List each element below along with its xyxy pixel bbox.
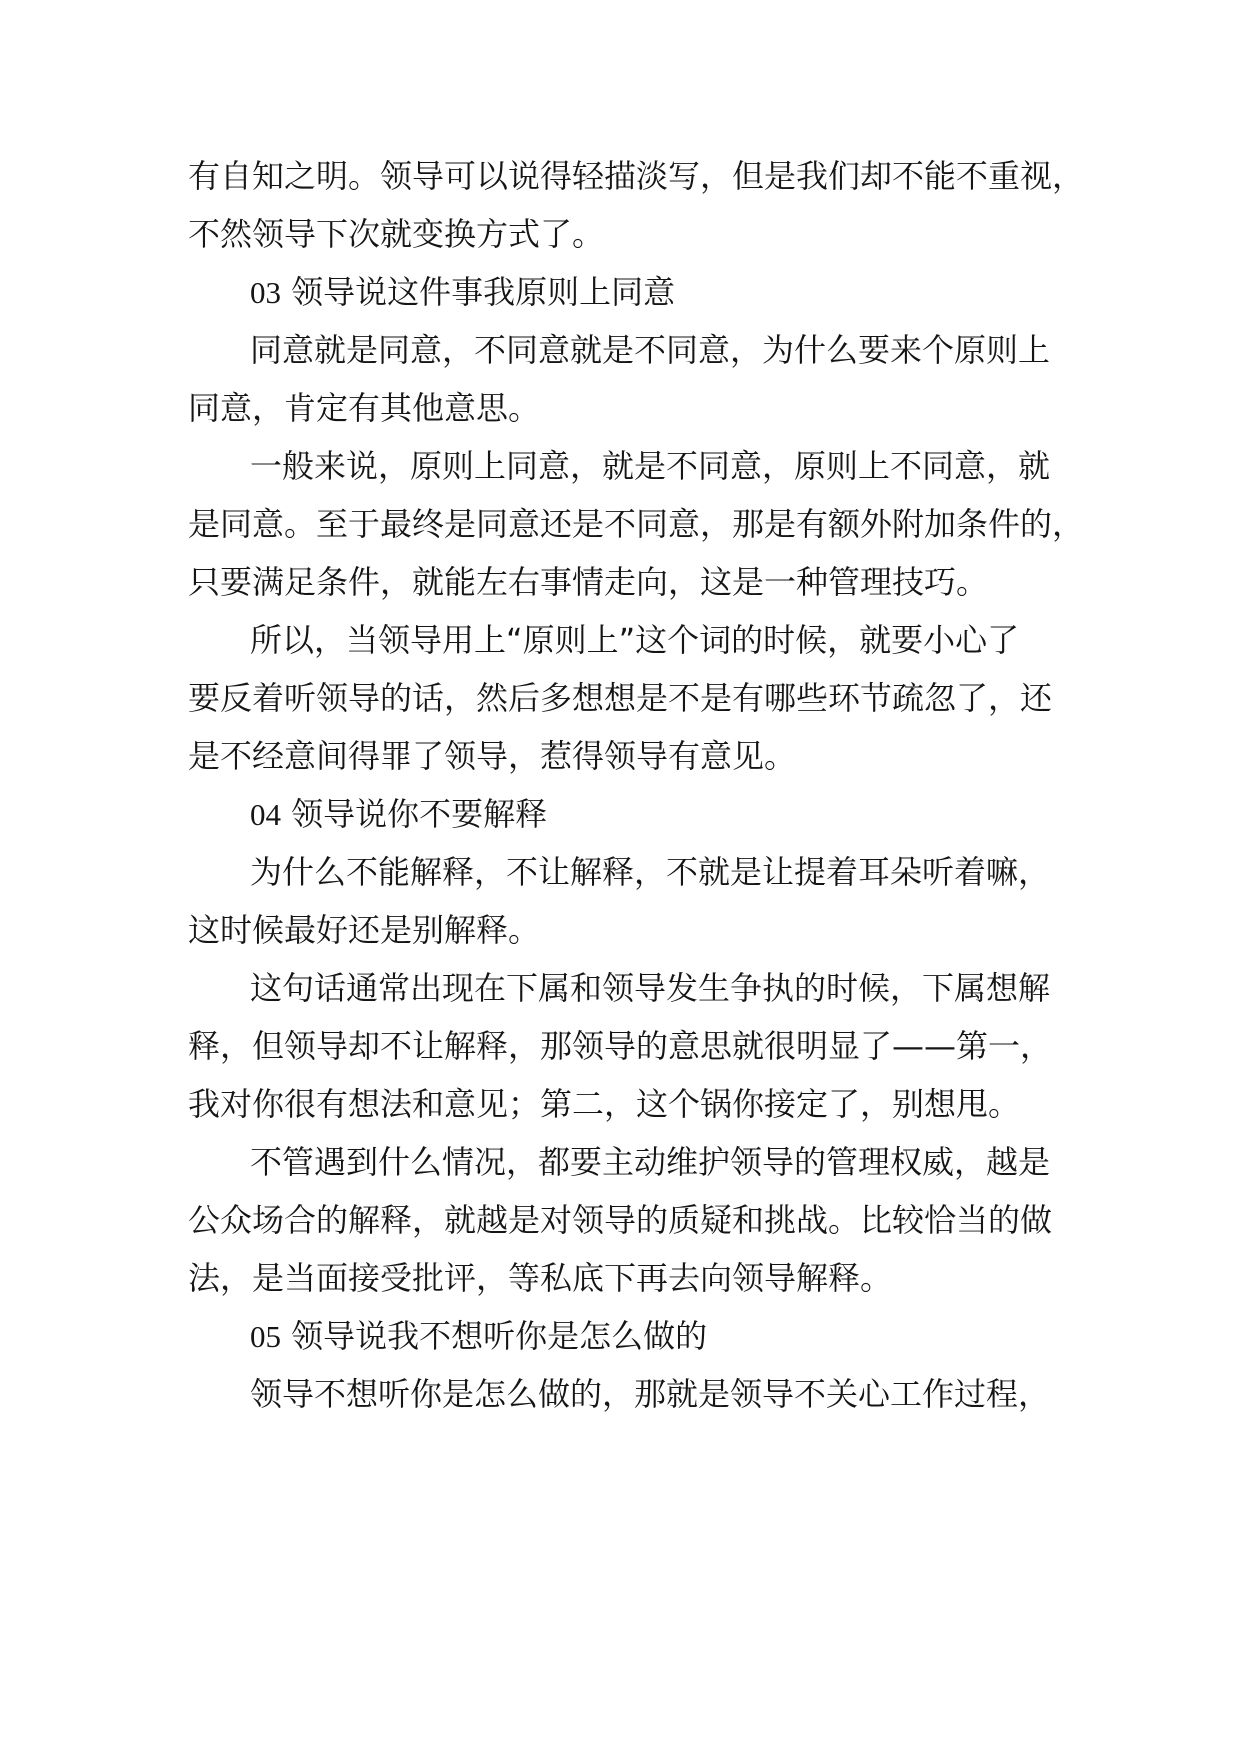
section-number: 03 [250, 275, 281, 310]
body-line: 这时候最好还是别解释。 [188, 911, 541, 949]
body-line: 是同意。至于最终是同意还是不同意，那是有额外附加条件的， [188, 505, 1085, 543]
body-line: 同意，肯定有其他意思。 [188, 389, 541, 427]
body-line: 领导不想听你是怎么做的，那就是领导不关心工作过程， [250, 1375, 1051, 1413]
body-line: 所以，当领导用上“原则上”这个词的时候，就要小心了 [250, 621, 1020, 659]
body-line: 法，是当面接受批评，等私底下再去向领导解释。 [188, 1259, 893, 1297]
body-line: 我对你很有想法和意见；第二，这个锅你接定了，别想甩。 [188, 1085, 1021, 1123]
body-line: 是不经意间得罪了领导，惹得领导有意见。 [188, 737, 797, 775]
body-line: 有自知之明。领导可以说得轻描淡写，但是我们却不能不重视， [188, 157, 1085, 195]
section-title: 领导说你不要解释 [281, 795, 548, 833]
section-number: 04 [250, 797, 281, 832]
section-heading-03 [250, 268, 1150, 316]
section-title: 领导说我不想听你是怎么做的 [281, 1317, 708, 1355]
body-line: 这句话通常出现在下属和领导发生争执的时候，下属想解 [250, 969, 1051, 1007]
body-line: 不然领导下次就变换方式了。 [188, 215, 605, 253]
section-number: 05 [250, 1319, 281, 1354]
body-line: 不管遇到什么情况，都要主动维护领导的管理权威，越是 [250, 1143, 1051, 1181]
body-line: 只要满足条件，就能左右事情走向，这是一种管理技巧。 [188, 563, 989, 601]
section-heading-04 [250, 790, 1150, 838]
body-line: 要反着听领导的话，然后多想想是不是有哪些环节疏忽了，还 [188, 679, 1053, 717]
body-line: 一般来说，原则上同意，就是不同意，原则上不同意，就 [250, 447, 1051, 485]
body-line: 为什么不能解释，不让解释，不就是让提着耳朵听着嘛， [250, 853, 1051, 891]
section-heading-05 [250, 1312, 1150, 1360]
body-line: 同意就是同意，不同意就是不同意，为什么要来个原则上 [250, 331, 1051, 369]
body-line: 释，但领导却不让解释，那领导的意思就很明显了——第一， [188, 1027, 1053, 1065]
body-line: 公众场合的解释，就越是对领导的质疑和挑战。比较恰当的做 [188, 1201, 1053, 1239]
section-title: 领导说这件事我原则上同意 [281, 273, 676, 311]
